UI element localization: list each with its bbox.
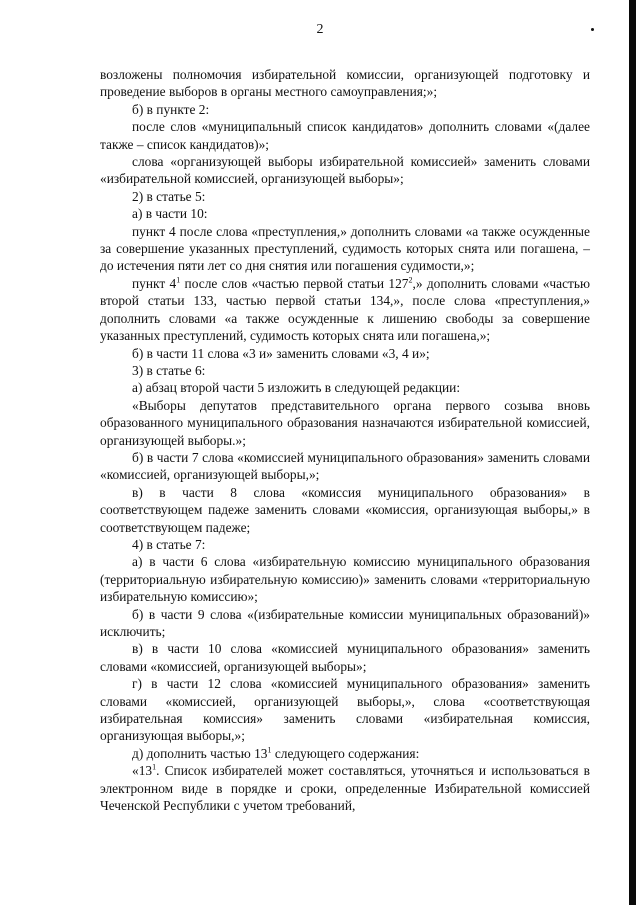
text-run: следующего содержания: <box>271 745 420 761</box>
superscript: 2 <box>408 275 413 285</box>
paragraph-4: слова «организующей выборы избирательной комиссией» заменить словами «избирательной комиссией, организующей выборы»; <box>100 154 590 187</box>
text-run: д) дополнить частью 13 <box>132 745 268 761</box>
paragraph-16: а) в части 6 слова «избирательную комиссию муниципального образования (территориальную избирательную комиссию)» заменить словами «территориальную избирательную комиссию»; <box>100 554 590 605</box>
paragraph-19: г) в части 12 слова «комиссией муниципального образования» заменить словами «комиссией, организующей выборы,», слова «соответствующая избирательная комиссия» заменить словами «избирательная комиссия, организующая выборы,»; <box>100 676 590 744</box>
paragraph-14: в) в части 8 слова «комиссия муниципального образования» в соответствующем падеже заменить словами «комиссия, организующая выборы,» в соответствующем падеже; <box>100 484 590 535</box>
text-run: пункт 4 <box>132 275 177 291</box>
paragraph-20 <box>100 745 590 762</box>
paragraph-12: «Выборы депутатов представительного органа первого созыва вновь образованного муниципального образования назначаются избирательной комиссией, организующей выборы.»; <box>100 397 590 448</box>
document-body <box>100 66 590 814</box>
paragraph-1: возложены полномочия избирательной комиссии, организующей подготовку и проведение выборов в органы местного самоуправления;»; <box>100 67 590 100</box>
paragraph-9: б) в части 11 слова «3 и» заменить словами «3, 4 и»; <box>132 345 430 361</box>
superscript: 1 <box>267 745 272 755</box>
superscript: 1 <box>176 275 181 285</box>
paragraph-13: б) в части 7 слова «комиссией муниципального образования» заменить словами «комиссией, организующей выборы,»; <box>100 449 590 483</box>
paragraph-3: после слов «муниципальный список кандидатов» дополнить словами «(далее также – список кандидатов)»; <box>100 119 590 152</box>
paragraph-15: 4) в статье 7: <box>132 536 206 552</box>
paragraph-10: 3) в статье 6: <box>132 362 206 378</box>
text-run: . Список избирателей может составляться, уточняться и использоваться в электронном виде в порядке и сроки, определенные Избирательной комиссией Чеченской Республики с учетом требований, <box>100 763 590 814</box>
paragraph-17: б) в части 9 слова «(избирательные комиссии муниципальных образований)» исключить; <box>100 606 590 639</box>
paragraph-6: а) в части 10: <box>132 206 208 222</box>
paragraph-18: в) в части 10 слова «комиссией муниципального образования» заменить словами «комиссией, организующей выборы»; <box>100 641 590 674</box>
paragraph-5: 2) в статье 5: <box>132 188 206 204</box>
scan-edge-shadow <box>629 0 636 905</box>
scan-dot <box>591 28 594 31</box>
paragraph-2: б) в пункте 2: <box>132 101 210 117</box>
page-number: 2 <box>316 22 324 37</box>
paragraph-8 <box>100 275 590 345</box>
superscript: 1 <box>152 762 157 772</box>
paragraph-7: пункт 4 после слова «преступления,» дополнить словами «а также осужденные за совершение указанных преступлений, судимость которых снята или погашена, – до истечения пяти лет со дня снятия или погашения судимости,»; <box>100 223 590 274</box>
text-run: «13 <box>132 763 153 779</box>
text-run: ,» дополнить словами «частью второй статьи 133, частью первой статьи 134,», после слова «преступления,» дополнить словами «а также осужденные к лишению свободы за совершение указанных преступлений, судимость которых снята или погашена,»; <box>100 275 590 344</box>
text-run: после слов «частью первой статьи 127 <box>180 275 409 291</box>
paragraph-21 <box>100 762 590 814</box>
paragraph-11: а) абзац второй части 5 изложить в следующей редакции: <box>132 380 461 396</box>
